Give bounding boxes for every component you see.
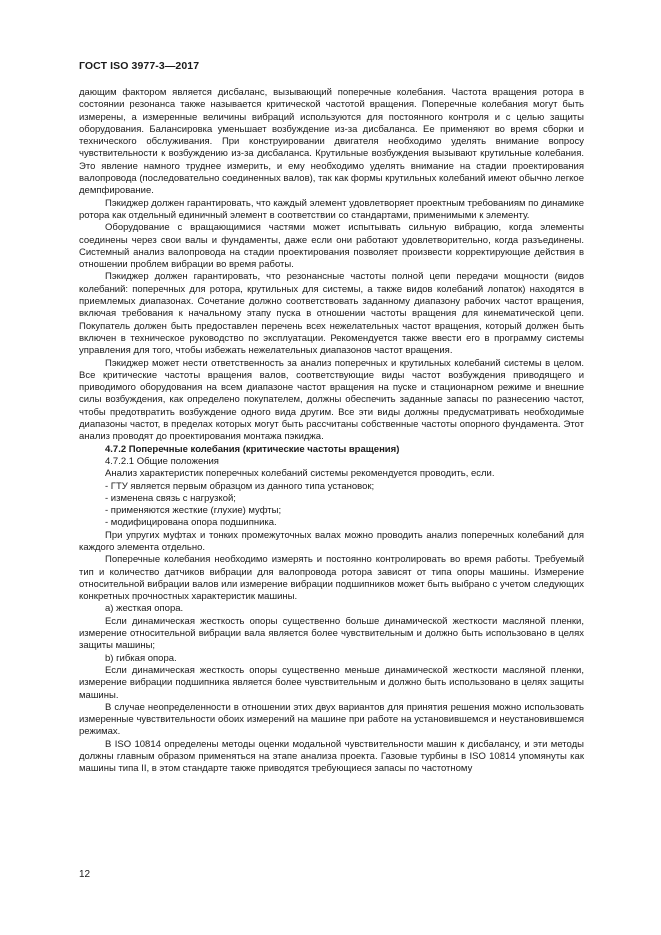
document-body	[79, 87, 584, 776]
paragraph: Пэкиджер должен гарантировать, что каждый элемент удовлетворяет проектным требованиям по динамике ротора как отдельный единичный элемент в соответствии со стандартами, применимыми к элементу.	[79, 197, 584, 221]
paragraph: b) гибкая опора.	[105, 652, 177, 664]
paragraph: Поперечные колебания необходимо измерять и постоянно контролировать во время работы. Требуемый тип и количество датчиков вибрации для валопровода ротора зависят от типа опоры машины. Измерение относительной вибрации валов или измерение вибрации подшипников может быть выбрано с учетом следующих конкретных прочностных характеристик машины.	[79, 554, 584, 603]
paragraph: - ГТУ является первым образцом из данного типа установок;	[105, 480, 375, 492]
paragraph: 4.7.2.1 Общие положения	[105, 455, 219, 467]
paragraph: - изменена связь с нагрузкой;	[105, 492, 236, 504]
document-header: ГОСТ ISO 3977-3—2017	[79, 60, 200, 72]
paragraph: Если динамическая жесткость опоры существенно больше динамической жесткости масляной пленки, измерение относительной вибрации вала является более чувствительным и должно быть использовано в целях защиты машины;	[79, 615, 584, 652]
page-number: 12	[79, 869, 91, 880]
paragraph: Пэкиджер может нести ответственность за анализ поперечных и крутильных колебаний системы в целом. Все критические частоты вращения валов, соответствующие виды частот возбуждения приводящего и приводимого оборудования на всем диапазоне частот вращения на пуске и стационарном режиме и внешние силы возбуждения, как определено покупателем, должны обеспечить заданные запасы по разнесению частот, чтобы предотвратить возбуждение одного вида другим. Все эти виды должны предусматривать необходимые диапазоны частот, в пределах которых могут быть рассчитаны собственные частоты опорного фундамента. Этот анализ проводят до проектирования монтажа пэкиджа.	[79, 357, 584, 443]
paragraph: В ISO 10814 определены методы оценки модальной чувствительности машин к дисбалансу, и эти методы должны главным образом применяться на этапе анализа проекта. Газовые турбины в ISO 10814 упомянуты как машины типа II, в этом стандарте также приводятся требующиеся запасы по частотному	[79, 738, 584, 775]
paragraph: 4.7.2 Поперечные колебания (критические частоты вращения)	[105, 443, 400, 455]
paragraph: Анализ характеристик поперечных колебаний системы рекомендуется проводить, если.	[105, 468, 495, 480]
paragraph: дающим фактором является дисбаланс, вызывающий поперечные колебания. Частота вращения ротора в состоянии резонанса также называется критической частотой вращения. Поперечные колебания могут быть измерены, а измеренные величины вибраций используются для постоянного контроля и с целью защиты оборудования. Балансировка уменьшает возбуждение из-за дисбаланса. Ее применяют во время сборки и технического обслуживания. При конструировании двигателя необходимо уделять внимание вопросу чувствительности к возбуждению из-за дисбаланса. Крутильные возбуждения вызывают крутильные колебания. Это явление намного труднее измерить, и ему необходимо уделять внимание на стадии проектирования валопровода (последовательно соединенных валов), так как формы крутильных колебаний имеют обычно легкое демпфирование.	[79, 87, 584, 197]
paragraph: Если динамическая жесткость опоры существенно меньше динамической жесткости масляной пленки, измерение вибрации подшипника является более чувствительным и должно быть использовано в целях защиты машины.	[79, 664, 584, 701]
paragraph: При упругих муфтах и тонких промежуточных валах можно проводить анализ поперечных колебаний для каждого элемента отдельно.	[79, 529, 584, 553]
paragraph: - модифицирована опора подшипника.	[105, 517, 277, 529]
paragraph: Оборудование с вращающимися частями может испытывать сильную вибрацию, когда элементы соединены через свои валы и фундаменты, даже если они работают удовлетворительно, когда разъединены. Системный анализ валопровода на стадии проектирования позволяет произвести корректирующие действия в отношении проблем вибрации во время работы.	[79, 222, 584, 271]
paragraph: В случае неопределенности в отношении этих двух вариантов для принятия решения можно использовать измеренные чувствительности обоих измерений на машине при работе на установившемся и неустановившемся режимах.	[79, 701, 584, 738]
paragraph: а) жесткая опора.	[105, 603, 184, 615]
paragraph: Пэкиджер должен гарантировать, что резонансные частоты полной цепи передачи мощности (видов колебаний: поперечных для ротора, крутильных для системы, а также видов колебаний лопаток) находятся в приемлемых диапазонах. Сочетание должно соответствовать заданному диапазону рабочих частот вращения, включая требования к начальному этапу пуска в отношении частоты вращения для кинематической цепи. Покупатель должен быть предоставлен перечень всех нежелательных частот вращения, который должен быть включен в техническое руководство по эксплуатации. Рекомендуется также ввести его в программу системы управления для того, чтобы избежать нежелательных диапазонов частот вращения.	[79, 271, 584, 357]
paragraph: - применяются жесткие (глухие) муфты;	[105, 505, 282, 517]
